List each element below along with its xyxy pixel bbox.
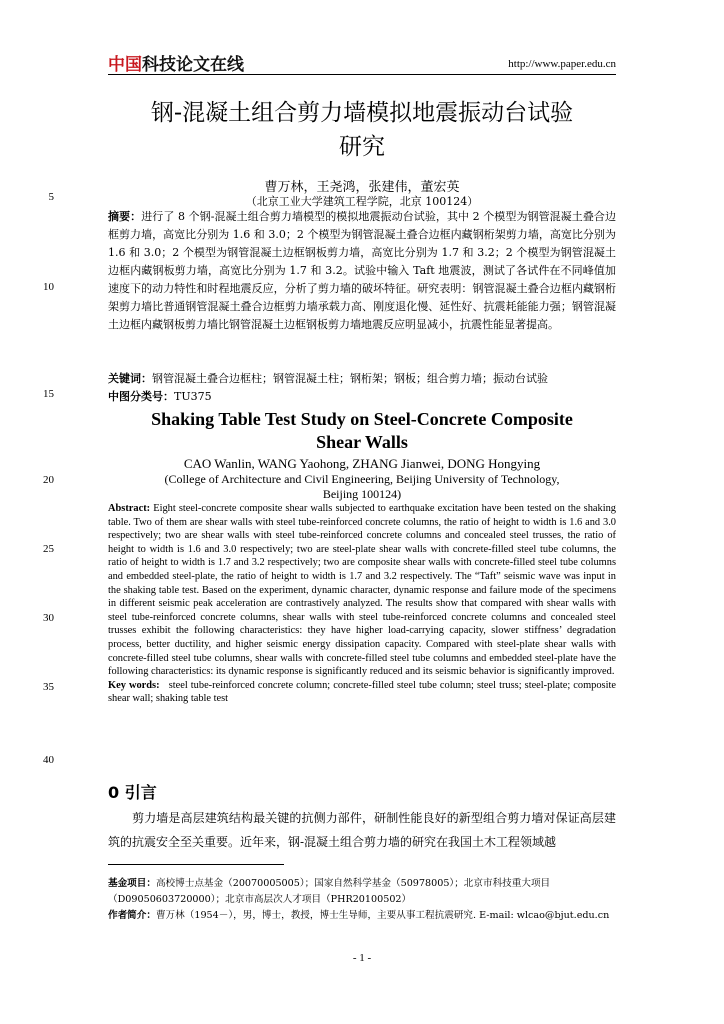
- line-number: 10: [43, 281, 54, 293]
- line-number: 25: [43, 543, 54, 555]
- keywords-en: [108, 679, 616, 706]
- author-note: [108, 908, 616, 924]
- line-number: 15: [43, 388, 54, 400]
- logo-black-text: 科技论文在线: [142, 55, 244, 75]
- keywords-cn-label: 关键词：: [108, 372, 152, 385]
- abstract-en-label: Abstract:: [108, 503, 151, 514]
- line-number: 35: [43, 681, 54, 693]
- title-cn-line2: 研究: [339, 134, 385, 160]
- author-label: 作者简介：: [108, 910, 156, 921]
- footnote-rule: [108, 864, 284, 865]
- line-number: 20: [43, 474, 54, 486]
- abstract-en-body: [108, 502, 616, 679]
- fund-note: [108, 876, 616, 908]
- line-number: 40: [43, 754, 54, 766]
- intro-paragraph: [108, 806, 616, 854]
- keywords-en-label: Key words:: [108, 679, 160, 691]
- author-text: 曹万林（1954－），男，博士，教授，博士生导师，主要从事工程抗震研究. E-mail: wlcao@bjut.edu.cn: [155, 910, 610, 921]
- abstract-cn-text: 进行了 8 个钢-混凝土组合剪力墙模型的模拟地震振动台试验，其中 2 个模型为钢管混凝土叠合边框剪力墙，高宽比分别为 1.6 和 3.0；2 个模型为钢管混凝土叠合边框内藏钢桁架剪力墙，高宽比分别为 1.6 和 3.0；2 个模型为钢管混凝土边框钢板剪力墙，高宽比分别为 1.7 和 3.2；2 个模型为钢管混凝土边框内藏钢板剪力墙，高宽比分别为 1.7 和 3.2。试验中输入 Taft 地震波，测试了各试件在不同峰值加速度下的动力特性和时程地震反应，分析了剪力墙的破坏特征。研究表明：钢管混凝土叠合边框内藏钢桁架剪力墙比普通钢管混凝土叠合边框剪力墙承载力高、刚度退化慢、延性好、抗震耗能能力强；钢管混凝土边框内藏钢板剪力墙比钢管混凝土边框钢板剪力墙地震反应明显减小，抗震性能显著提高。: [108, 210, 617, 331]
- abstract-en: [108, 502, 616, 706]
- clc-cn: [108, 388, 212, 404]
- clc-cn-text: TU375: [174, 390, 212, 403]
- line-number: 5: [48, 191, 54, 203]
- intro-text: 剪力墙是高层建筑结构最关键的抗侧力部件，研制性能良好的新型组合剪力墙对保证高层建筑的抗震安全至关重要。近年来，钢-混凝土组合剪力墙的研究在我国土木工程领域越: [108, 811, 616, 849]
- line-number: 30: [43, 612, 54, 624]
- title-en-line2: Shear Walls: [316, 432, 408, 452]
- keywords-en-text: steel tube-reinforced concrete column; concrete-filled steel tube column; steel truss; steel-plate; composite shear wall; shaking table test: [108, 679, 616, 705]
- affiliation-en: [108, 472, 616, 502]
- keywords-cn-text: 钢管混凝土叠合边框柱；钢管混凝土柱；钢桁架；钢板；组合剪力墙；振动台试验: [152, 372, 548, 385]
- section-heading: 0 引言: [108, 783, 157, 802]
- abstract-cn: [108, 208, 616, 334]
- affiliation-en-line1: (College of Architecture and Civil Engineering, Beijing University of Technology,: [164, 472, 560, 486]
- title-cn: [108, 96, 616, 164]
- abstract-cn-label: 摘要：: [108, 210, 142, 223]
- fund-label: 基金项目：: [108, 878, 156, 889]
- title-cn-line1: 钢-混凝土组合剪力墙模拟地震振动台试验: [150, 100, 574, 126]
- affiliation-cn: （北京工业大学建筑工程学院，北京 100124）: [245, 195, 479, 208]
- header-logo: [108, 50, 244, 75]
- logo-red-text: 中国: [108, 55, 142, 75]
- page-number: - 1 -: [352, 952, 372, 964]
- authors-cn: 曹万林，王尧鸿，张建伟，董宏英: [264, 180, 460, 195]
- affiliation-en-line2: Beijing 100124): [322, 487, 402, 501]
- keywords-cn: [108, 370, 616, 388]
- fund-text: 高校博士点基金（20070005005）；国家自然科学基金（50978005）；北京市科技重大项目（D09050603720000）；北京市高层次人才项目（PHR20100502）: [108, 878, 551, 905]
- clc-cn-label: 中图分类号：: [108, 390, 174, 403]
- title-en: [108, 408, 616, 454]
- authors-en: CAO Wanlin, WANG Yaohong, ZHANG Jianwei, DONG Hongying: [183, 456, 541, 471]
- header-rule: [108, 74, 616, 75]
- footnote: [108, 876, 616, 924]
- header-url[interactable]: http://www.paper.edu.cn: [508, 58, 616, 70]
- title-en-line1: Shaking Table Test Study on Steel-Concrete Composite: [151, 409, 573, 429]
- abstract-en-text: Eight steel-concrete composite shear walls subjected to earthquake excitation have been tested on the shaking table. Two of them are shear walls with steel tube-reinforced concrete columns, the ratio of height to width is 1.6 and 3.0 respectively; two are shear walls with steel tube-reinforced concrete columns and concealed steel trusses, the ratio of height to width is 1.6 and 3.0 respectively; two are steel-plate shear walls with concrete-filled steel tube columns, the ratio of height to width is 1.7 and 3.2 respectively; two are composite shear walls with concrete-filled steel tube columns and embedded steel-plate, the ratio of height to width is 1.7 and 3.2 respectively. The “Taft” seismic wave was input in the shaking table test. Based on the experiment, dynamic character, dynamic response and failure mode of the specimens in different seismic peak acceleration are contrastively analyzed. The results show that compared with shear walls with steel tube-reinforced concrete columns, shear walls with steel tube-reinforced concrete columns and concealed steel trusses exhibit the following characteristics: they have higher load-carrying capacity, slower stiffness’ degradation process, better ductility, and higher seismic energy dissipation capacity. Compared with steel-plate shear walls with concrete-filled steel tube columns, shear walls with concrete-filled steel tube columns and embedded steel-plate have the following characteristics: its dynamic response is significantly reduced and its seismic behavior is significantly improved.: [108, 503, 616, 678]
